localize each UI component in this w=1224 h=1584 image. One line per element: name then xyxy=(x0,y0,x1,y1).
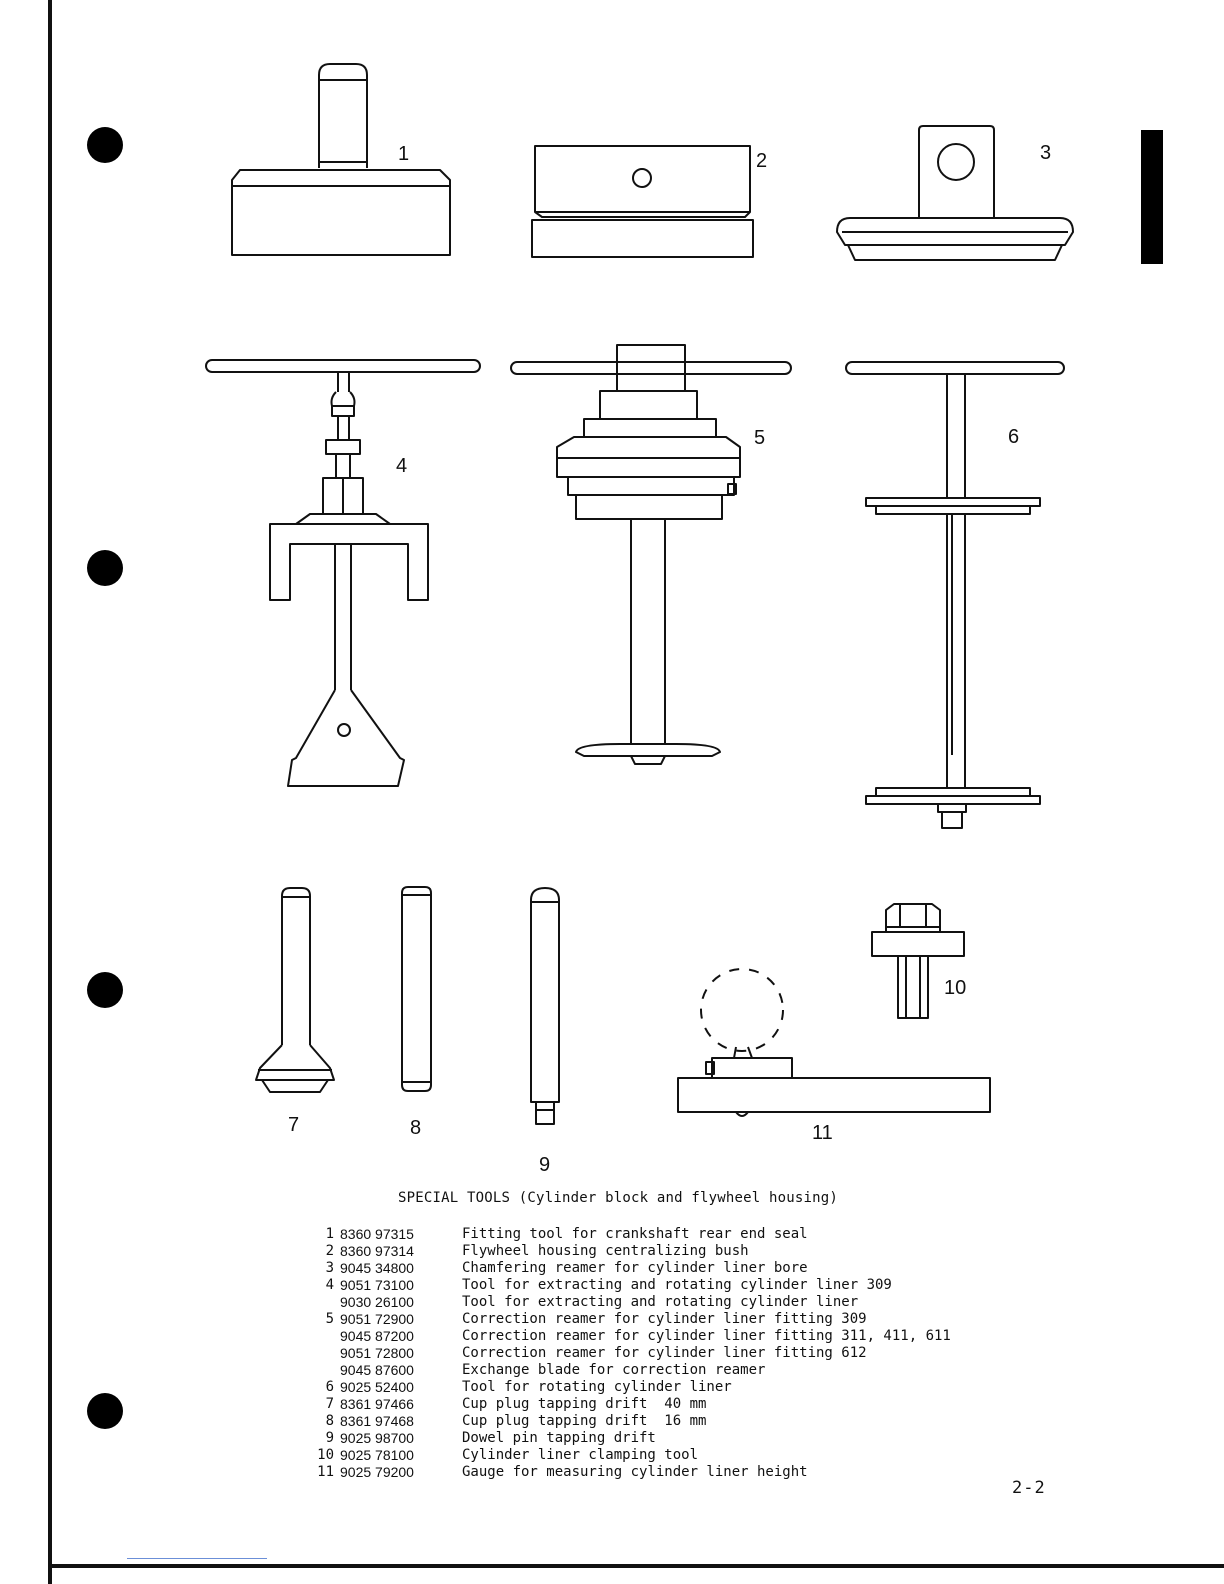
callout-5: 5 xyxy=(754,427,766,449)
item-number: 2 xyxy=(325,1243,334,1259)
part-description: Cylinder liner clamping tool xyxy=(462,1447,699,1463)
binder-hole xyxy=(87,1393,123,1429)
part-number: 8361 97468 xyxy=(340,1413,414,1429)
item-number: 7 xyxy=(325,1396,334,1412)
part-number: 9045 34800 xyxy=(340,1260,414,1276)
part-description: Gauge for measuring cylinder liner height xyxy=(462,1464,808,1480)
part-number: 8360 97315 xyxy=(340,1226,414,1242)
page-number: 2-2 xyxy=(1012,1478,1046,1498)
parts-row xyxy=(312,1430,951,1447)
parts-row xyxy=(312,1362,951,1379)
part-number: 9045 87200 xyxy=(340,1328,414,1344)
part-description: Chamfering reamer for cylinder liner bore xyxy=(462,1260,808,1276)
callout-8: 8 xyxy=(410,1117,422,1139)
callout-2: 2 xyxy=(756,150,768,172)
item-number xyxy=(312,1328,340,1345)
part-number: 9030 26100 xyxy=(340,1294,414,1310)
callout-10: 10 xyxy=(944,977,967,999)
item-number: 5 xyxy=(325,1311,334,1327)
parts-row xyxy=(312,1277,951,1294)
parts-row xyxy=(312,1328,951,1345)
part-description: Tool for rotating cylinder liner xyxy=(462,1379,732,1395)
part-description: Fitting tool for crankshaft rear end seal xyxy=(462,1226,808,1242)
figure-caption: SPECIAL TOOLS (Cylinder block and flywheel housing) xyxy=(398,1190,839,1206)
parts-row xyxy=(312,1396,951,1413)
part-number: 9025 52400 xyxy=(340,1379,414,1395)
parts-table xyxy=(312,1226,951,1481)
tool-9-drawing xyxy=(531,888,559,1124)
part-description: Cup plug tapping drift 40 mm xyxy=(462,1396,707,1412)
callout-7: 7 xyxy=(288,1114,300,1136)
part-description: Correction reamer for cylinder liner fitting 309 xyxy=(462,1311,867,1327)
tool-10-drawing xyxy=(872,904,967,1018)
parts-row xyxy=(312,1345,951,1362)
parts-row xyxy=(312,1413,951,1430)
part-number: 9051 72800 xyxy=(340,1345,414,1361)
part-number: 9025 79200 xyxy=(340,1464,414,1480)
parts-row xyxy=(312,1294,951,1311)
part-description: Cup plug tapping drift 16 mm xyxy=(462,1413,707,1429)
item-number: 10 xyxy=(317,1447,334,1463)
item-number: 6 xyxy=(325,1379,334,1395)
tool-7-drawing xyxy=(256,888,334,1092)
item-number xyxy=(312,1345,340,1362)
part-description: Tool for extracting and rotating cylinder liner 309 xyxy=(462,1277,892,1293)
item-number: 3 xyxy=(325,1260,334,1276)
tool-3-drawing xyxy=(837,126,1073,260)
tool-8-drawing xyxy=(402,887,431,1091)
tool-5-drawing xyxy=(511,345,791,764)
tool-6-drawing xyxy=(846,362,1064,828)
part-description: Correction reamer for cylinder liner fitting 612 xyxy=(462,1345,867,1361)
item-number: 11 xyxy=(317,1464,334,1480)
item-number xyxy=(312,1362,340,1379)
parts-row xyxy=(312,1226,951,1243)
tool-1-drawing xyxy=(232,64,450,255)
item-number xyxy=(312,1294,340,1311)
part-number: 9051 73100 xyxy=(340,1277,414,1293)
item-number: 4 xyxy=(325,1277,334,1293)
callout-1: 1 xyxy=(398,143,410,165)
part-number: 9025 98700 xyxy=(340,1430,414,1446)
scan-mark xyxy=(127,1558,267,1559)
item-number: 1 xyxy=(325,1226,334,1242)
callout-4: 4 xyxy=(396,455,408,477)
tool-4-drawing xyxy=(206,360,480,786)
parts-row xyxy=(312,1464,951,1481)
item-number: 8 xyxy=(325,1413,334,1429)
parts-row xyxy=(312,1379,951,1396)
parts-row xyxy=(312,1311,951,1328)
part-description: Dowel pin tapping drift xyxy=(462,1430,656,1446)
part-description: Tool for extracting and rotating cylinder liner xyxy=(462,1294,859,1310)
part-description: Correction reamer for cylinder liner fitting 311, 411, 611 xyxy=(462,1328,951,1344)
part-number: 8360 97314 xyxy=(340,1243,414,1259)
page-bottom-edge xyxy=(48,1564,1224,1568)
part-number: 9051 72900 xyxy=(340,1311,414,1327)
parts-row xyxy=(312,1447,951,1464)
part-number: 9025 78100 xyxy=(340,1447,414,1463)
callout-11: 11 xyxy=(812,1122,833,1144)
part-number: 9045 87600 xyxy=(340,1362,414,1378)
parts-row xyxy=(312,1243,951,1260)
tool-2-drawing xyxy=(532,146,753,257)
item-number: 9 xyxy=(325,1430,334,1446)
callout-3: 3 xyxy=(1040,142,1052,164)
part-description: Flywheel housing centralizing bush xyxy=(462,1243,749,1259)
parts-row xyxy=(312,1260,951,1277)
callout-6: 6 xyxy=(1008,426,1020,448)
callout-9: 9 xyxy=(539,1154,551,1176)
part-number: 8361 97466 xyxy=(340,1396,414,1412)
part-description: Exchange blade for correction reamer xyxy=(462,1362,766,1378)
